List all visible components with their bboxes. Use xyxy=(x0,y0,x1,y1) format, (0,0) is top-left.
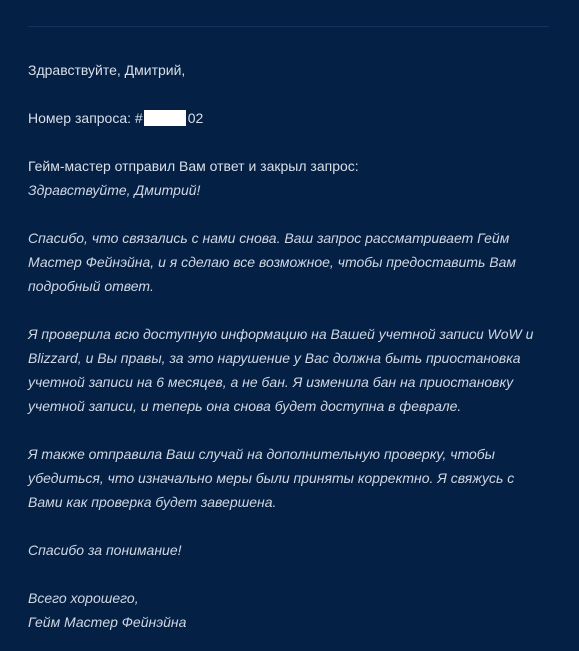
intro-text: Гейм-мастер отправил Вам ответ и закрыл запрос: xyxy=(28,158,359,174)
paragraph2-line: Я проверила всю доступную информацию на Вашей учетной записи WoW и xyxy=(28,326,534,342)
paragraph2-line: учетной записи, и теперь она снова будет доступна в феврале. xyxy=(28,398,462,414)
ticket-suffix: 02 xyxy=(187,110,204,126)
paragraph1-line: Мастер Фейнэйна, и я сделаю все возможное, чтобы предоставить Вам xyxy=(28,254,516,270)
redaction-block xyxy=(144,110,186,126)
paragraph3-line: Вами как проверка будет завершена. xyxy=(28,494,277,510)
paragraph3-line: убедиться, что изначально меры были приняты корректно. Я свяжусь с xyxy=(28,470,515,486)
top-divider xyxy=(28,26,549,27)
paragraph3-line: Я также отправила Ваш случай на дополнительную проверку, чтобы xyxy=(28,446,495,462)
paragraph2-line: учетной записи на 6 месяцев, а не бан. Я изменила бан на приостановку xyxy=(28,374,514,390)
reply-greeting: Здравствуйте, Дмитрий! xyxy=(28,182,201,198)
greeting: Здравствуйте, Дмитрий, xyxy=(28,62,186,78)
ticket-prefix: Номер запроса: # xyxy=(28,110,143,126)
closing-line: Всего хорошего, xyxy=(28,590,139,606)
paragraph2-line: Blizzard, и Вы правы, за это нарушение у Вас должна быть приостановка xyxy=(28,350,521,366)
paragraph1-line: подробный ответ. xyxy=(28,278,154,294)
signature-line: Гейм Мастер Фейнэйна xyxy=(28,614,187,630)
paragraph1-line: Спасибо, что связались с нами снова. Ваш запрос рассматривает Гейм xyxy=(28,230,510,246)
ticket-number xyxy=(28,108,549,128)
thanks-line: Спасибо за понимание! xyxy=(28,542,182,558)
